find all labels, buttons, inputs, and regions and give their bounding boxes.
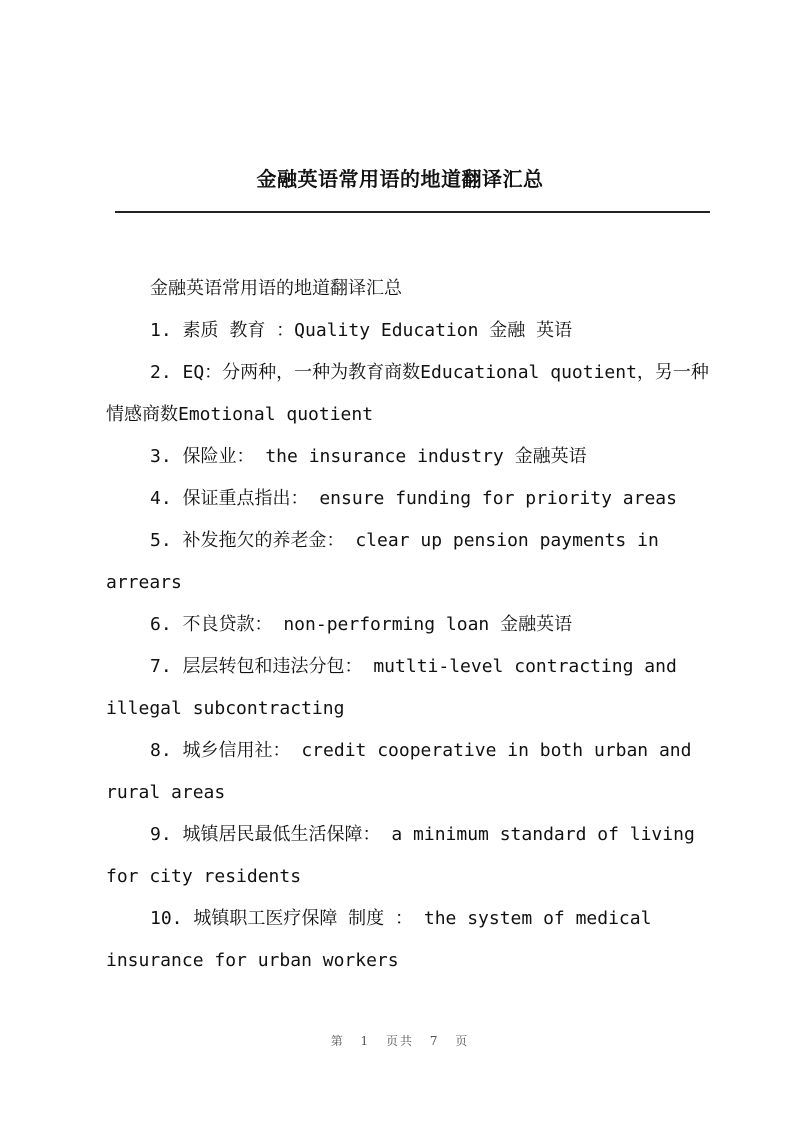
paragraph-item-5: 5. 补发拖欠的养老金： clear up pension payments in arrears — [106, 530, 659, 593]
paragraph-item-4: 4. 保证重点指出： ensure funding for priority areas — [150, 488, 677, 509]
paragraph-item-9: 9. 城镇居民最低生活保障： a minimum standard of living for city residents — [106, 824, 695, 887]
paragraph-item-3: 3. 保险业： the insurance industry 金融英语 — [150, 446, 587, 467]
paragraph-item-8: 8. 城乡信用社： credit cooperative in both urban and rural areas — [106, 740, 692, 803]
paragraph-heading: 金融英语常用语的地道翻译汇总 — [150, 278, 402, 299]
paragraph-item-10: 10. 城镇职工医疗保障 制度 ： the system of medical insurance for urban workers — [106, 908, 652, 971]
paragraph-item-6: 6. 不良贷款： non-performing loan 金融英语 — [150, 614, 573, 635]
page-number-footer: 第 1 页共 7 页 — [330, 1034, 470, 1048]
document-body — [106, 268, 716, 982]
paragraph-item-1: 1. 素质 教育 ：Quality Education 金融 英语 — [150, 320, 573, 341]
paragraph-item-2: 2. EQ：分两种，一种为教育商数Educational quotient，另一种情感商数Emotional quotient — [106, 362, 709, 425]
paragraph-item-7: 7. 层层转包和违法分包： mutlti-level contracting and illegal subcontracting — [106, 656, 677, 719]
title-divider — [115, 211, 710, 213]
page-title: 金融英语常用语的地道翻译汇总 — [256, 167, 544, 191]
